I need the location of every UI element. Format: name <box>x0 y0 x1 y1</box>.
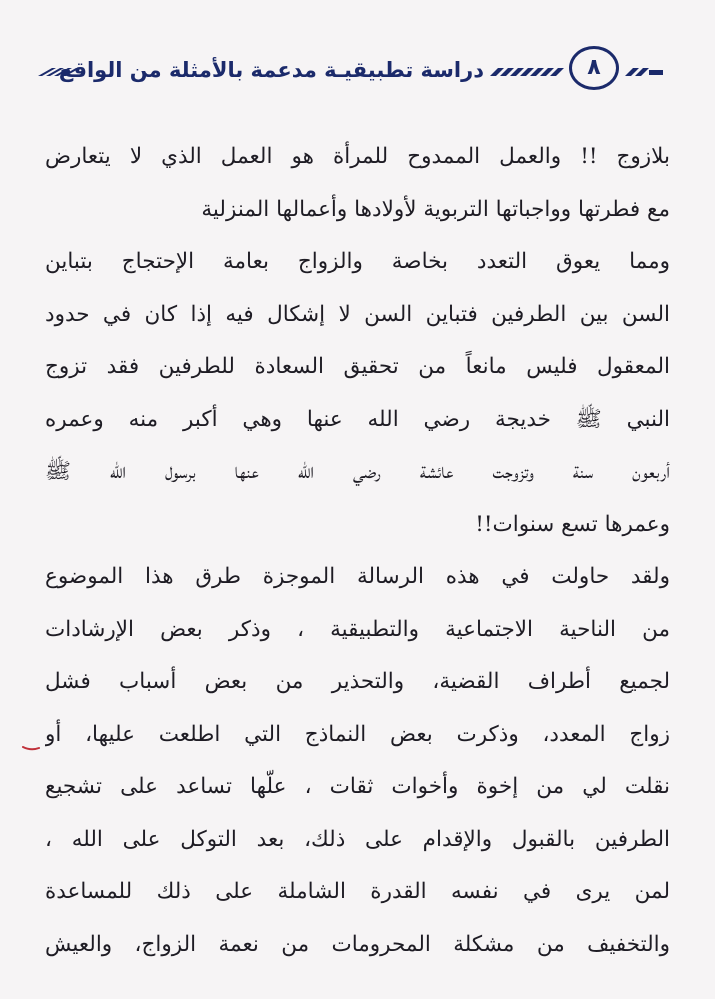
text-line: مع فطرتها وواجباتها التربوية لأولادها وأعمالها المنزلية <box>201 196 670 222</box>
text-line: المعقول فليس مانعاً من تحقيق السعادة للطرفين فقد تزوج <box>45 354 670 379</box>
header-ornament-right <box>625 66 665 78</box>
running-header <box>38 40 668 102</box>
text-line: ولقد حاولت في هذه الرسالة الموجزة طرق هذا الموضوع <box>45 564 670 589</box>
text-line: النبي ﷺ خديجة رضي الله عنها وهي أكبر منه وعمره <box>45 406 670 432</box>
text-line: أربعون سنة وتزوجت عائشة رضي الله عنها برسول الله ﷺ <box>45 459 670 484</box>
text-line: السن بين الطرفين فتباين السن لا إشكال فيه إذا كان في حدود <box>45 301 670 327</box>
text-line: لجميع أطراف القضية، والتحذير من بعض أسباب فشل <box>45 669 670 694</box>
text-line: لمن يرى في نفسه القدرة الشاملة على ذلك للمساعدة <box>45 879 670 904</box>
page-number-badge <box>569 46 619 90</box>
margin-pen-mark <box>22 745 40 751</box>
body-text <box>45 131 670 971</box>
text-line: والتخفيف من مشكلة المحرومات من نعمة الزواج، والعيش <box>45 931 670 957</box>
text-line: الطرفين بالقبول والإقدام على ذلك، بعد التوكل على الله ، <box>45 826 670 852</box>
text-line: نقلت لي من إخوة وأخوات ثقات ، علّها تساعد على تشجيع <box>45 774 670 799</box>
text-line: ومما يعوق التعدد بخاصة والزواج بعامة الإحتجاج بتباين <box>45 249 670 274</box>
header-ornament-middle <box>490 66 568 78</box>
text-line: وعمرها تسع سنوات!! <box>475 511 670 537</box>
text-line: زواج المعدد، وذكرت بعض النماذج التي اطلعت عليها، أو <box>45 721 670 747</box>
text-line: من الناحية الاجتماعية والتطبيقية ، وذكر بعض الإرشادات <box>45 616 670 642</box>
header-title: دراسة تطبيقيـة مدعمة بالأمثلة من الواقع <box>58 58 484 82</box>
text-line: بلازوج !! والعمل الممدوح للمرأة هو العمل الذي لا يتعارض <box>45 144 670 169</box>
page-number: ٨ <box>587 55 601 80</box>
